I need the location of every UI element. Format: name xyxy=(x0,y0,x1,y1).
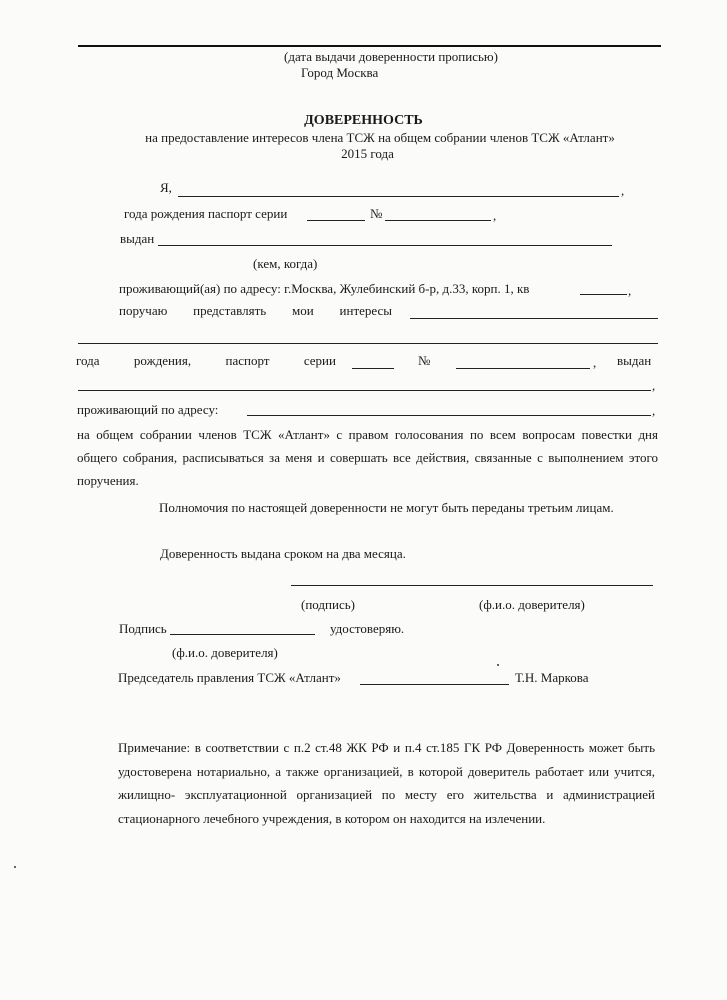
principal-issued-caption: (кем, когда) xyxy=(253,256,318,271)
principal-birth-passport: года рождения паспорт серии xyxy=(124,206,288,221)
agent-name-field-2[interactable] xyxy=(78,343,658,344)
agent-address-label: проживающий по адресу: xyxy=(77,402,219,417)
city: Город Москва xyxy=(301,65,379,80)
principal-issued-label: выдан xyxy=(120,231,155,246)
chairman-label: Председатель правления ТСЖ «Атлант» xyxy=(118,670,341,685)
document-year: 2015 года xyxy=(341,146,394,161)
date-caption: (дата выдачи доверенности прописью) xyxy=(284,49,498,64)
principal-number-comma: , xyxy=(493,208,497,223)
principal-i-label: Я, xyxy=(160,180,172,195)
chairman-signature-field[interactable] xyxy=(360,684,509,685)
stray-mark xyxy=(497,664,499,666)
agent-birth-text xyxy=(76,353,336,369)
certify-caption: (ф.и.о. доверителя) xyxy=(172,645,278,660)
agent-passport-number-field[interactable] xyxy=(456,368,590,369)
signature-caption: (подпись) xyxy=(301,597,355,612)
document-subtitle: на предоставление интересов члена ТСЖ на общем собрании членов ТСЖ «Атлант» xyxy=(145,130,615,145)
margin-mark xyxy=(14,866,16,868)
principal-residing: проживающий(ая) по адресу: г.Москва, Жулебинский б-р, д.33, корп. 1, кв xyxy=(119,281,530,296)
certify-name-field[interactable] xyxy=(170,634,315,635)
validity-text: Доверенность выдана сроком на два месяца. xyxy=(160,546,406,561)
agent-issued-field[interactable] xyxy=(78,390,651,391)
no-transfer-paragraph: Полномочия по настоящей доверенности не могут быть переданы третьим лицам. xyxy=(159,500,614,515)
powers-paragraph: на общем собрании членов ТСЖ «Атлант» с правом голосования по всем вопросам повестки дня общего собрания, расписываться за меня и совершать все действия, связанные с выполнением этого поручения. xyxy=(77,427,658,488)
principal-name-caption: (ф.и.о. доверителя) xyxy=(479,597,585,612)
instruct-word: мои xyxy=(292,303,314,318)
certify-prefix: Подпись xyxy=(119,621,167,636)
principal-apartment-comma: , xyxy=(628,283,632,298)
agent-address-field[interactable] xyxy=(247,415,651,416)
agent-birth-word: года xyxy=(76,353,100,368)
document-title: ДОВЕРЕННОСТЬ xyxy=(304,113,423,128)
certify-suffix: удостоверяю. xyxy=(330,621,405,636)
agent-address-comma: , xyxy=(652,403,656,418)
note-paragraph: Примечание: в соответствии с п.2 ст.48 ЖК РФ и п.4 ст.185 ГК РФ Доверенность может быть удостоверена нотариально, а также организацией, в которой доверитель работает или учится, жилищно- эксплуатационной организацией по месту его жительства и администрацией стационарного лечебного учреждения, в котором он находится на излечении. xyxy=(118,740,655,826)
agent-birth-word: серии xyxy=(303,353,336,368)
agent-birth-word: паспорт xyxy=(225,353,270,368)
instruct-word: интересы xyxy=(339,303,392,318)
agent-birth-word: рождения, xyxy=(133,353,192,368)
agent-passport-series-field[interactable] xyxy=(352,368,394,369)
principal-passport-series-field[interactable] xyxy=(307,220,365,221)
agent-number-sign: № xyxy=(418,353,431,368)
signature-line[interactable] xyxy=(291,585,653,586)
agent-issued-comma: , xyxy=(652,378,656,393)
agent-name-field-1[interactable] xyxy=(410,318,658,319)
agent-issued-label: выдан xyxy=(617,353,652,368)
principal-instruct-text xyxy=(119,303,392,319)
principal-issued-field[interactable] xyxy=(158,245,612,246)
instruct-word: поручаю xyxy=(119,303,168,318)
instruct-word: представлять xyxy=(193,303,267,318)
principal-name-field[interactable] xyxy=(178,196,619,197)
chairman-name: Т.Н. Маркова xyxy=(515,670,589,685)
principal-number-sign: № xyxy=(370,206,383,221)
principal-passport-number-field[interactable] xyxy=(385,220,491,221)
date-line xyxy=(78,45,661,47)
principal-apartment-field[interactable] xyxy=(580,294,627,295)
agent-number-comma: , xyxy=(593,355,597,370)
principal-name-comma: , xyxy=(621,183,625,198)
